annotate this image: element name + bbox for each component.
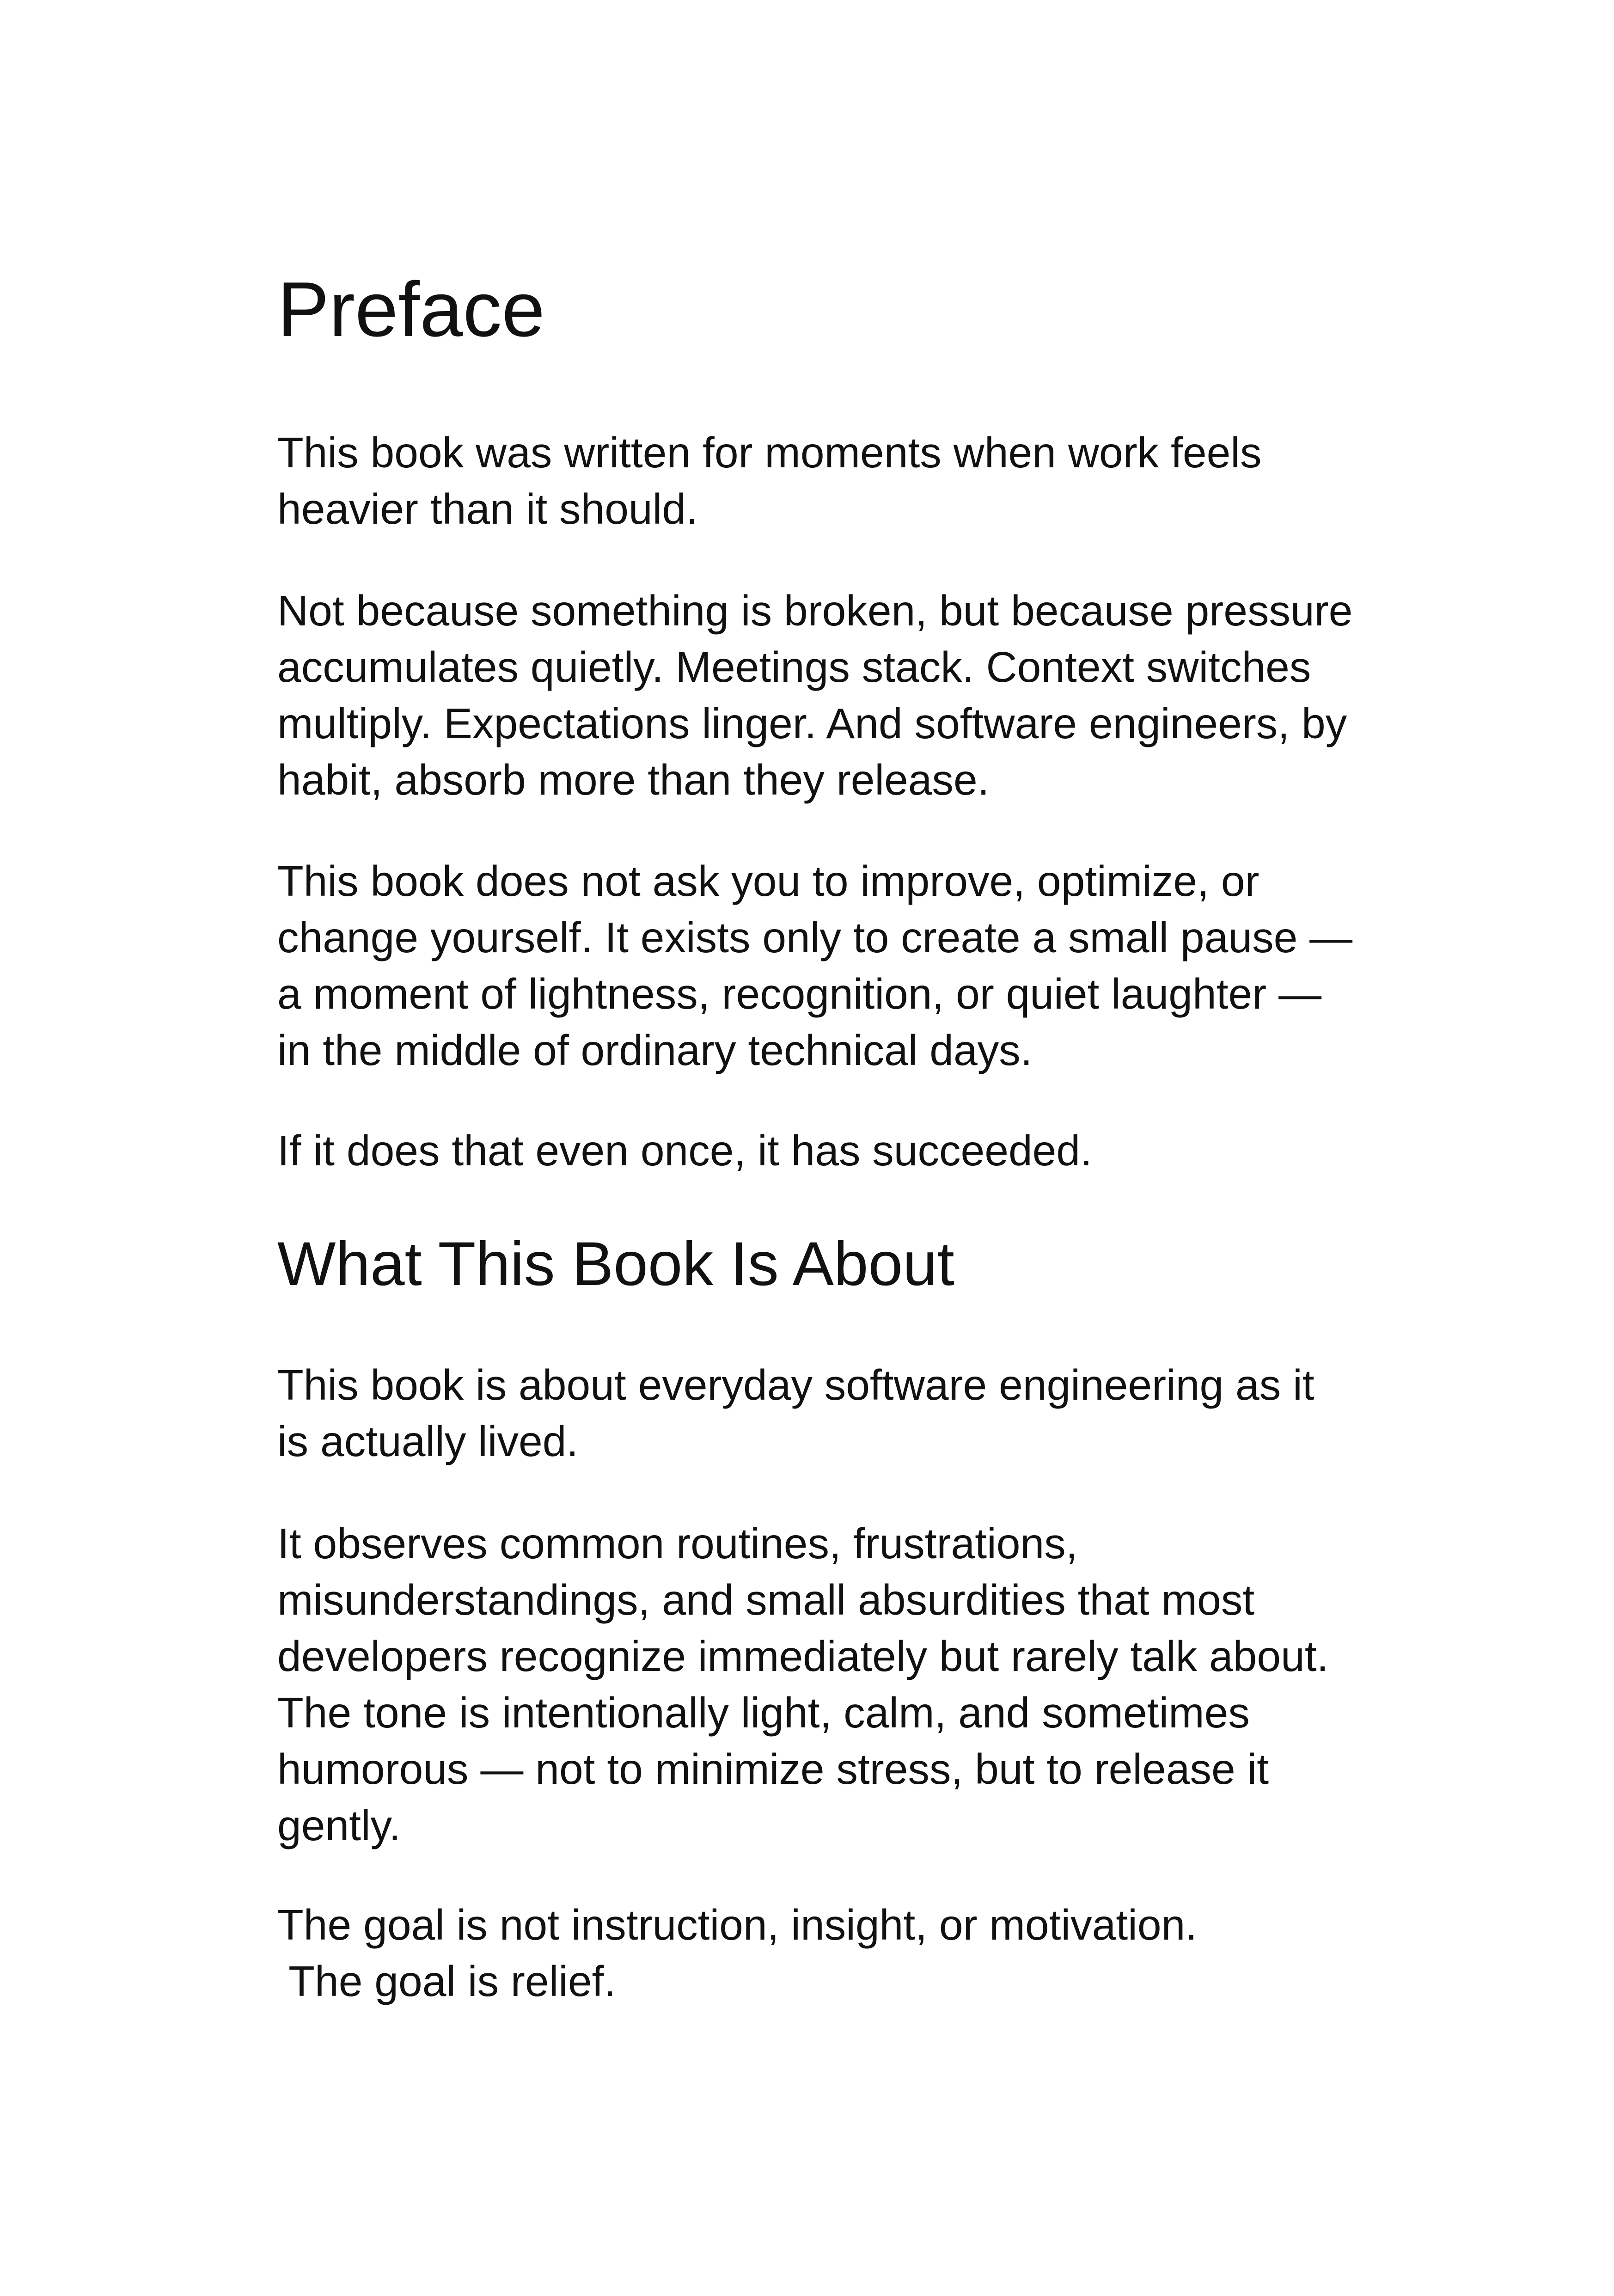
about-heading: What This Book Is About: [277, 1230, 954, 1298]
preface-paragraph-1: [277, 424, 1340, 537]
text-line: This book is about everyday software engineering as it: [277, 1361, 1314, 1409]
text-line: is actually lived.: [277, 1417, 579, 1465]
text-line: The goal is not instruction, insight, or motivation.: [277, 1901, 1198, 1949]
text-line: This book does not ask you to improve, optimize, or: [277, 857, 1259, 905]
text-line: in the middle of ordinary technical days.: [277, 1026, 1033, 1074]
text-line: accumulates quietly. Meetings stack. Context switches: [277, 643, 1311, 691]
preface-paragraph-3: [277, 853, 1353, 1078]
text-line: habit, absorb more than they release.: [277, 756, 990, 804]
text-line: The goal is relief.: [277, 1957, 616, 2005]
about-paragraph-2: [277, 1515, 1340, 1854]
about-paragraph-3: [277, 1897, 1340, 2009]
text-line: change yourself. It exists only to create a small pause —: [277, 913, 1353, 961]
text-line: multiply. Expectations linger. And software engineers, by: [277, 699, 1347, 747]
text-line: a moment of lightness, recognition, or quiet laughter —: [277, 970, 1322, 1018]
text-line: gently.: [277, 1801, 401, 1849]
text-line: It observes common routines, frustrations,: [277, 1519, 1078, 1567]
preface-paragraph-4: [277, 1122, 1340, 1179]
text-line: This book was written for moments when work feels: [277, 429, 1262, 477]
text-line: humorous — not to minimize stress, but to release it: [277, 1745, 1269, 1793]
text-line: Not because something is broken, but because pressure: [277, 587, 1353, 635]
text-line: heavier than it should.: [277, 485, 698, 533]
text-line: misunderstandings, and small absurdities that most: [277, 1576, 1255, 1624]
text-line: developers recognize immediately but rarely talk about.: [277, 1632, 1329, 1680]
text-line: If it does that even once, it has succeeded.: [277, 1127, 1092, 1175]
text-line: The tone is intentionally light, calm, and sometimes: [277, 1689, 1250, 1737]
preface-heading: Preface: [277, 266, 545, 353]
about-paragraph-1: [277, 1357, 1340, 1469]
preface-paragraph-2: [277, 582, 1353, 808]
